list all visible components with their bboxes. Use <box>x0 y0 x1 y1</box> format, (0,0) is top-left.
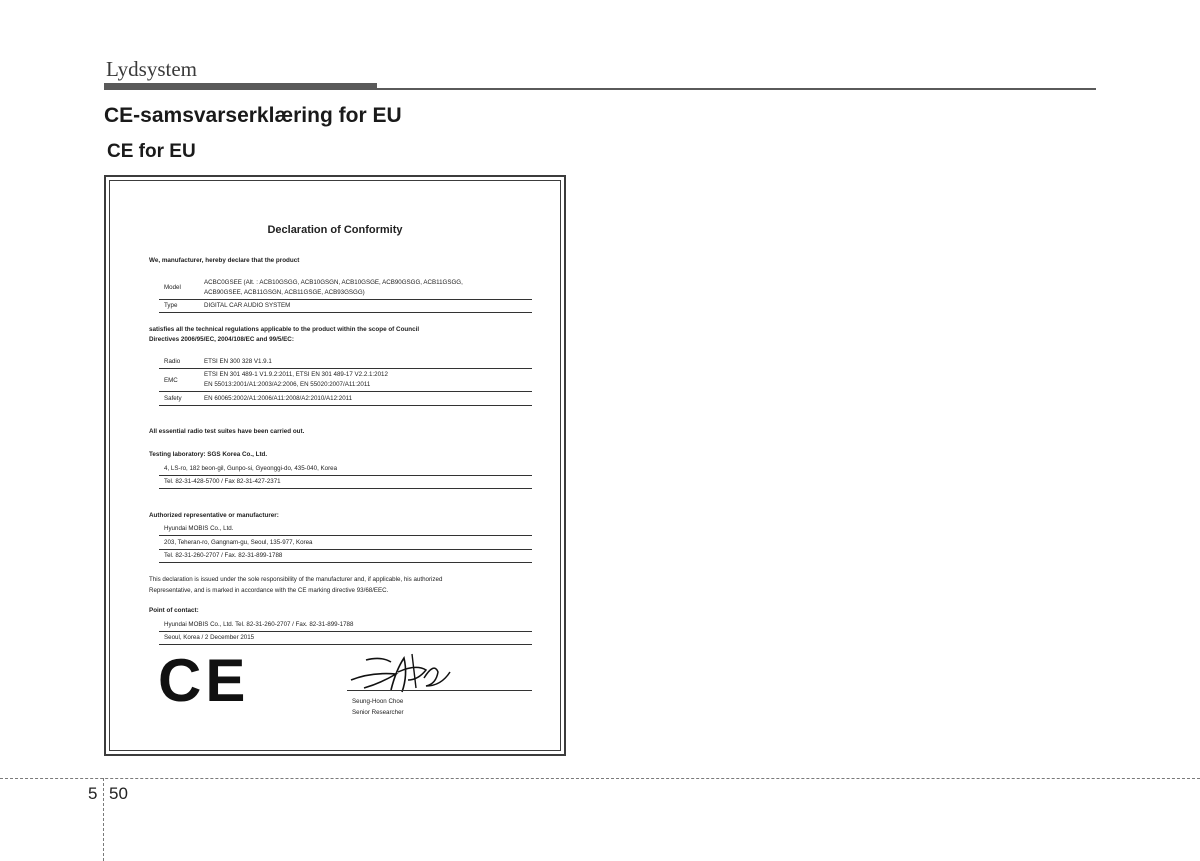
type-label: Type <box>164 302 178 309</box>
radio-tests-statement: All essential radio test suites have been carried out. <box>149 428 305 435</box>
responsibility-line1: This declaration is issued under the sole responsibility of the manufacturer and, if applicable, his authorized <box>149 576 443 583</box>
table-divider <box>159 549 532 550</box>
table-divider <box>159 391 532 392</box>
safety-value: EN 60065:2002/A1:2006/A11:2008/A2:2010/A12:2011 <box>204 395 353 402</box>
declaration-document <box>104 175 566 756</box>
contact-value: Hyundai MOBIS Co., Ltd. Tel. 82-31-260-2707 / Fax. 82-31-899-1788 <box>164 621 354 628</box>
model-label: Model <box>164 284 181 291</box>
safety-label: Safety <box>164 395 182 402</box>
table-divider <box>159 475 532 476</box>
table-divider <box>159 368 532 369</box>
table-divider <box>159 535 532 536</box>
satisfies-line1: satisfies all the technical regulations applicable to the product within the scope of Council <box>149 326 420 333</box>
table-divider <box>159 488 532 489</box>
declaration-intro: We, manufacturer, hereby declare that the product <box>149 257 300 264</box>
radio-value: ETSI EN 300 328 V1.9.1 <box>204 358 272 365</box>
table-divider <box>159 299 532 300</box>
lab-phone: Tel. 82-31-428-5700 / Fax 82-31-427-2371 <box>164 478 281 485</box>
signature-line <box>347 690 532 691</box>
page-number: 50 <box>109 784 128 803</box>
lab-address: 4, LS-ro, 182 beon-gil, Gunpo-si, Gyeonggi-do, 435-040, Korea <box>164 465 338 472</box>
table-divider <box>159 312 532 313</box>
page-subheading: CE for EU <box>107 141 196 162</box>
authorized-rep-heading: Authorized representative or manufacturer: <box>149 512 279 519</box>
section-title: Lydsystem <box>106 57 198 81</box>
rep-address: 203, Teheran-ro, Gangnam-gu, Seoul, 135-977, Korea <box>164 539 313 546</box>
ce-mark-logo: CE <box>158 647 250 714</box>
radio-label: Radio <box>164 358 181 365</box>
rep-name: Hyundai MOBIS Co., Ltd. <box>164 525 234 532</box>
emc-value-line2: EN 55013:2001/A1:2003/A2:2006, EN 55020:2007/A11:2011 <box>204 381 371 388</box>
responsibility-line2: Representative, and is marked in accordance with the CE marking directive 93/68/EEC. <box>149 587 389 594</box>
chapter-number: 5 <box>88 784 98 803</box>
table-divider <box>159 562 532 563</box>
footer-vertical-divider <box>103 778 104 861</box>
footer-divider <box>0 778 1200 779</box>
type-value: DIGITAL CAR AUDIO SYSTEM <box>204 302 291 309</box>
signature-image <box>346 650 456 695</box>
table-divider <box>159 631 532 632</box>
rep-phone: Tel. 82-31-260-2707 / Fax. 82-31-899-1788 <box>164 552 283 559</box>
header-rule-thick <box>104 83 377 90</box>
place-date: Seoul, Korea / 2 December 2015 <box>164 634 255 641</box>
declaration-title: Declaration of Conformity <box>267 224 403 236</box>
signer-title: Senior Researcher <box>352 709 404 716</box>
emc-label: EMC <box>164 377 178 384</box>
signer-name: Seung-Hoon Choe <box>352 698 404 705</box>
testing-lab: Testing laboratory: SGS Korea Co., Ltd. <box>149 451 268 458</box>
model-value-line2: ACB90GSEE, ACB11GSGN, ACB11GSGE, ACB93GSGG) <box>204 289 365 296</box>
emc-value-line1: ETSI EN 301 489-1 V1.9.2:2011, ETSI EN 301 489-17 V2.2.1:2012 <box>204 371 388 378</box>
model-value-line1: ACBC0GSEE (Alt. : ACB10GSGG, ACB10GSGN, ACB10GSGE, ACB90GSGG, ACB11GSGG, <box>204 279 463 286</box>
table-divider <box>159 405 532 406</box>
satisfies-line2: Directives 2006/95/EC, 2004/108/EC and 99/5/EC: <box>149 336 294 343</box>
table-divider <box>159 644 532 645</box>
page-heading: CE-samsvarserklæring for EU <box>104 104 402 127</box>
contact-heading: Point of contact: <box>149 607 199 614</box>
header-rule-thin <box>377 88 1096 90</box>
